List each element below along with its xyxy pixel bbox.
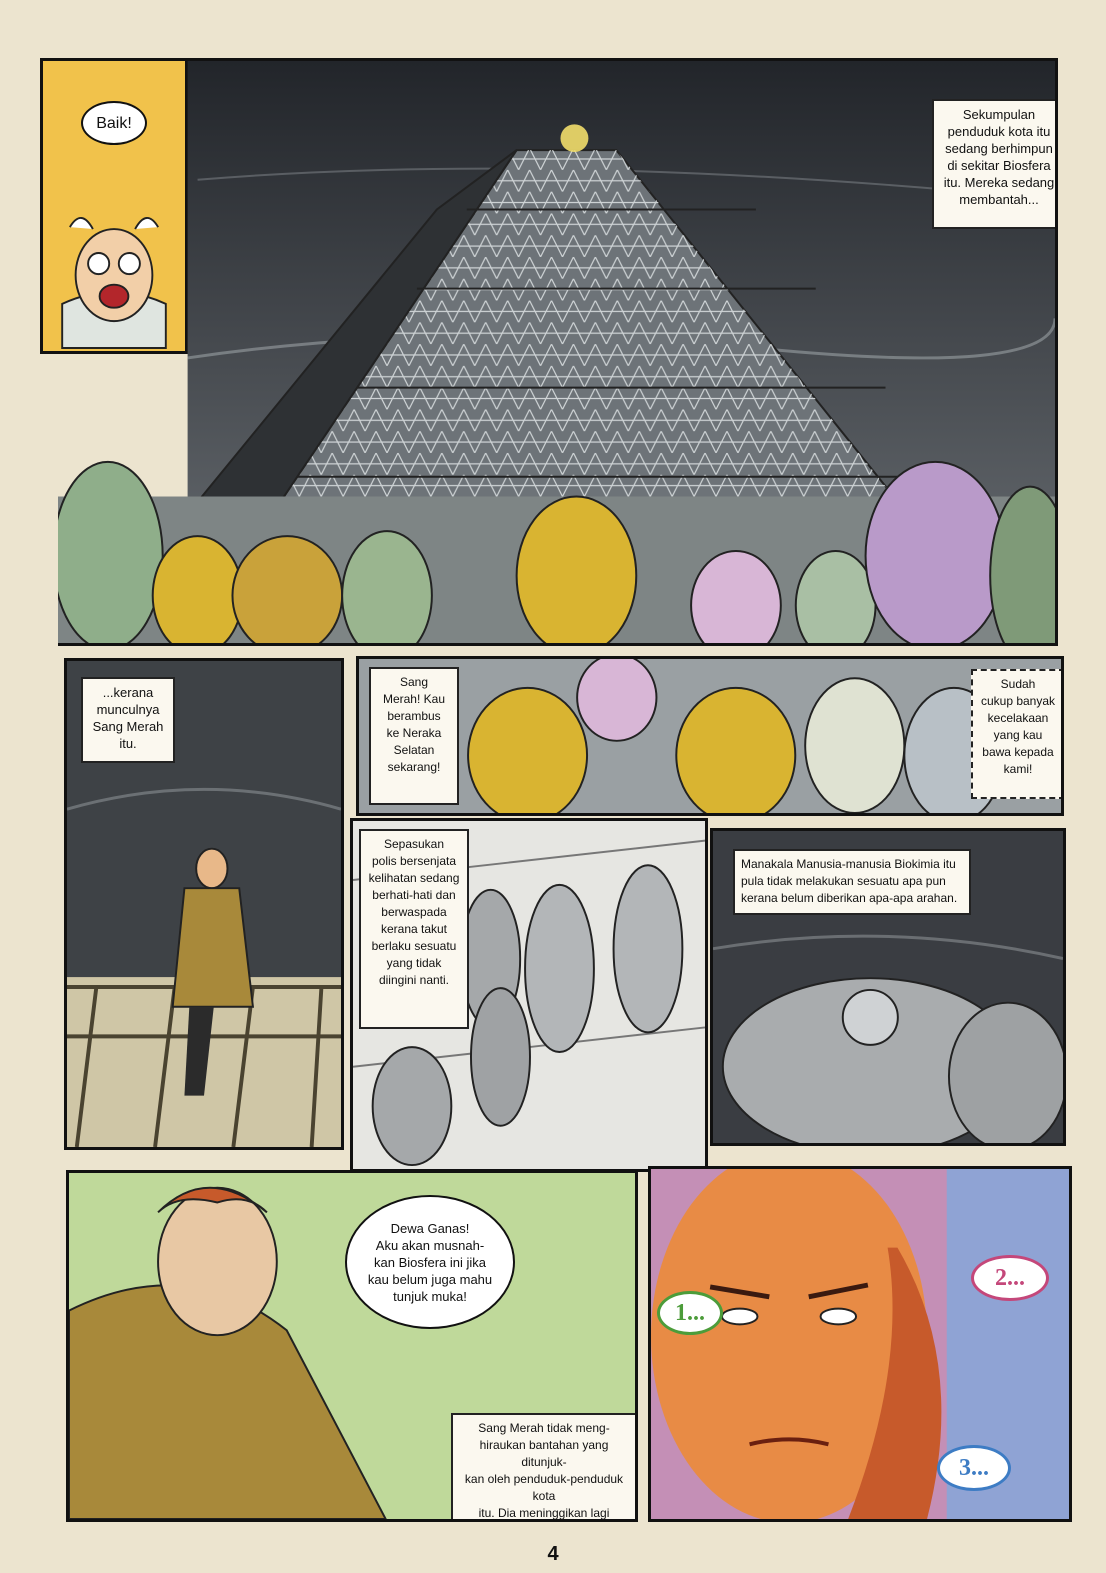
caption-crowd-gathering: Sekumpulan penduduk kota itu sedang berhimpun di sekitar Biosfera itu. Mereka sedang membantah... <box>932 99 1058 229</box>
angry-crowd-art <box>359 659 1061 813</box>
panel-pyramid-crowd <box>58 58 1058 646</box>
speech-bubble-dewa-ganas: Dewa Ganas! Aku akan musnah- kan Biosfera ini jika kau belum juga mahu tunjuk muka! <box>345 1195 515 1329</box>
caption-biochemical-men: Manakala Manusia-manusia Biokimia itu pula tidak melakukan sesuatu apa pun kerana belum diberikan apa-apa arahan. <box>733 849 971 915</box>
caption-sang-merah-appears: ...kerana munculnya Sang Merah itu. <box>81 677 175 763</box>
countdown-two: 2... <box>971 1255 1049 1301</box>
biosphere-pyramid-art <box>58 61 1055 643</box>
countdown-one: 1... <box>657 1291 723 1335</box>
caption-go-to-hell: Sang Merah! Kau berambus ke Neraka Selatan sekarang! <box>369 667 459 805</box>
panel-lone-figure <box>64 658 344 1150</box>
panel-countdown-face <box>648 1166 1072 1522</box>
panel-biochemical-men <box>710 828 1066 1146</box>
caption-police-on-guard: Sepasukan polis bersenjata kelihatan sedang berhati-hati dan berwaspada kerana takut berlaku sesuatu yang tidak diingini nanti. <box>359 829 469 1029</box>
countdown-three: 3... <box>937 1445 1011 1491</box>
caption-enough-misery: Sudah cukup banyak kecelakaan yang kau bawa kepada kami! <box>971 669 1064 799</box>
panel-sang-merah <box>66 1170 638 1522</box>
page-number: 4 <box>547 1543 559 1565</box>
panel-armed-police <box>350 818 708 1172</box>
caption-sang-merah-challenge: Sang Merah tidak meng- hiraukan bantahan yang ditunjuk- kan oleh penduduk-penduduk kota itu. Dia meninggikan lagi <box>451 1413 637 1521</box>
panel-angry-crowd <box>356 656 1064 816</box>
speech-bubble-baik: Baik! <box>81 101 147 145</box>
